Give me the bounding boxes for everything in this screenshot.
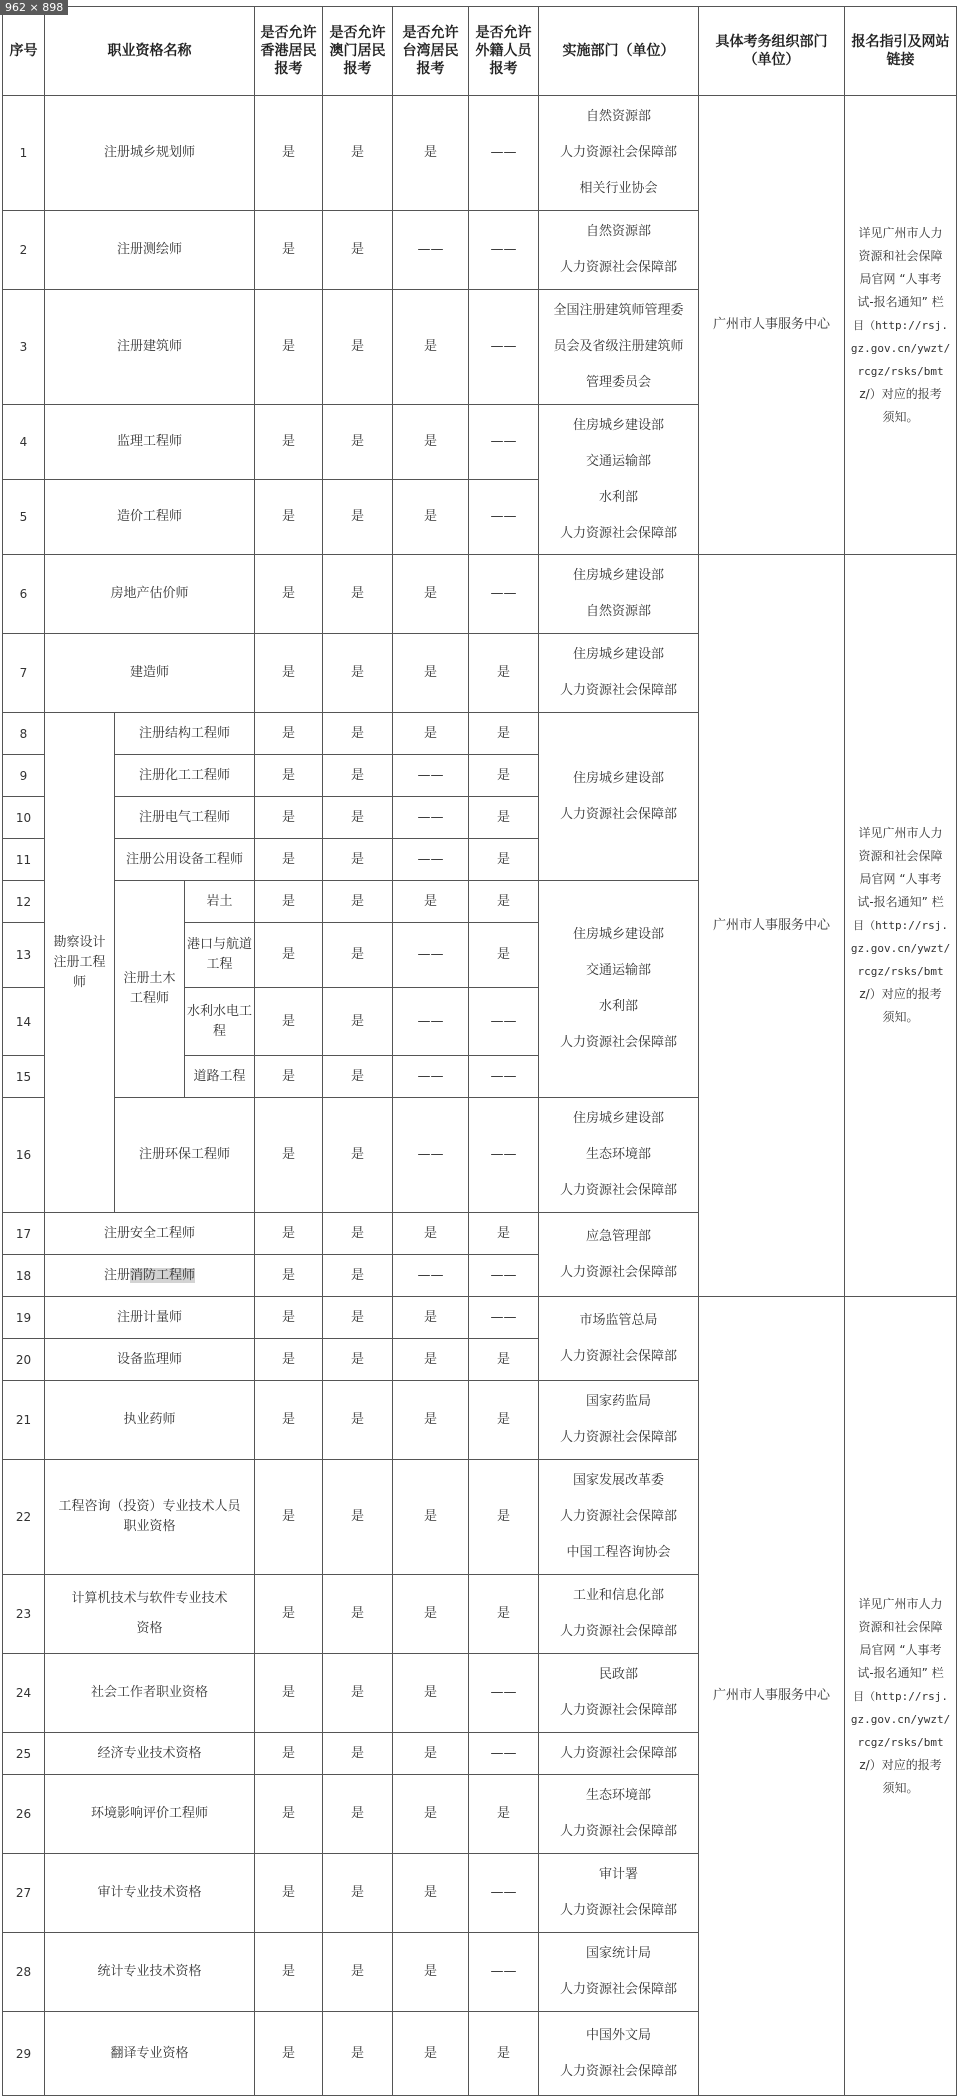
hk-cell: 是 [255, 1933, 323, 2012]
macau-cell: 是 [323, 211, 393, 290]
hk-cell: 是 [255, 713, 323, 755]
table-row [3, 1297, 957, 1339]
taiwan-cell: —— [393, 1098, 469, 1213]
taiwan-cell: 是 [393, 1381, 469, 1460]
org-cell-2: 广州市人事服务中心 [699, 555, 845, 1297]
taiwan-cell: 是 [393, 1933, 469, 2012]
name-cell: 注册安全工程师 [45, 1213, 255, 1255]
header-hk: 是否允许 香港居民 报考 [255, 7, 323, 96]
name-cell: 注册城乡规划师 [45, 96, 255, 211]
seq-cell: 24 [3, 1654, 45, 1733]
macau-cell: 是 [323, 1213, 393, 1255]
macau-cell: 是 [323, 1933, 393, 2012]
macau-cell: 是 [323, 881, 393, 923]
name-cell: 水利水电工程 [185, 988, 255, 1056]
seq-cell: 17 [3, 1213, 45, 1255]
foreign-cell: —— [469, 290, 539, 405]
foreign-cell: —— [469, 211, 539, 290]
hk-cell: 是 [255, 1213, 323, 1255]
hk-cell: 是 [255, 555, 323, 634]
hk-cell: 是 [255, 1733, 323, 1775]
macau-cell: 是 [323, 405, 393, 480]
taiwan-cell: —— [393, 988, 469, 1056]
header-taiwan: 是否允许 台湾居民 报考 [393, 7, 469, 96]
hk-cell: 是 [255, 634, 323, 713]
foreign-cell: 是 [469, 797, 539, 839]
hk-cell: 是 [255, 755, 323, 797]
seq-cell: 9 [3, 755, 45, 797]
name-cell: 执业药师 [45, 1381, 255, 1460]
foreign-cell: 是 [469, 755, 539, 797]
macau-cell: 是 [323, 1575, 393, 1654]
taiwan-cell: 是 [393, 1213, 469, 1255]
name-cell: 审计专业技术资格 [45, 1854, 255, 1933]
name-cell: 环境影响评价工程师 [45, 1775, 255, 1854]
taiwan-cell: 是 [393, 1339, 469, 1381]
macau-cell: 是 [323, 1775, 393, 1854]
header-link: 报名指引及网站 链接 [845, 7, 957, 96]
seq-cell: 13 [3, 923, 45, 988]
macau-cell: 是 [323, 1654, 393, 1733]
macau-cell: 是 [323, 480, 393, 555]
taiwan-cell: 是 [393, 713, 469, 755]
dept-cell: 住房城乡建设部 人力资源社会保障部 [539, 713, 699, 881]
taiwan-cell: 是 [393, 1460, 469, 1575]
seq-cell: 25 [3, 1733, 45, 1775]
org-cell-3: 广州市人事服务中心 [699, 1297, 845, 2096]
dept-cell: 住房城乡建设部 交通运输部 水利部 人力资源社会保障部 [539, 405, 699, 555]
taiwan-cell: 是 [393, 1733, 469, 1775]
foreign-cell: —— [469, 1933, 539, 2012]
taiwan-cell: 是 [393, 1297, 469, 1339]
seq-cell: 7 [3, 634, 45, 713]
foreign-cell: 是 [469, 2012, 539, 2096]
group-survey-design: 勘察设计 注册工程 师 [45, 713, 115, 1213]
foreign-cell: —— [469, 405, 539, 480]
foreign-cell: —— [469, 480, 539, 555]
seq-cell: 1 [3, 96, 45, 211]
macau-cell: 是 [323, 1056, 393, 1098]
hk-cell: 是 [255, 96, 323, 211]
dept-cell: 国家统计局 人力资源社会保障部 [539, 1933, 699, 2012]
dept-cell: 住房城乡建设部 交通运输部 水利部 人力资源社会保障部 [539, 881, 699, 1098]
name-cell: 统计专业技术资格 [45, 1933, 255, 2012]
name-cell: 注册电气工程师 [115, 797, 255, 839]
hk-cell: 是 [255, 211, 323, 290]
seq-cell: 4 [3, 405, 45, 480]
macau-cell: 是 [323, 923, 393, 988]
hk-cell: 是 [255, 1297, 323, 1339]
macau-cell: 是 [323, 1339, 393, 1381]
header-org: 具体考务组织部门 （单位） [699, 7, 845, 96]
group-civil-engineer: 注册土木 工程师 [115, 881, 185, 1098]
name-cell: 道路工程 [185, 1056, 255, 1098]
hk-cell: 是 [255, 1854, 323, 1933]
hk-cell: 是 [255, 405, 323, 480]
hk-cell: 是 [255, 1255, 323, 1297]
taiwan-cell: 是 [393, 1575, 469, 1654]
hk-cell: 是 [255, 1460, 323, 1575]
seq-cell: 3 [3, 290, 45, 405]
seq-cell: 11 [3, 839, 45, 881]
seq-cell: 12 [3, 881, 45, 923]
name-cell: 设备监理师 [45, 1339, 255, 1381]
taiwan-cell: 是 [393, 1775, 469, 1854]
name-cell: 注册公用设备工程师 [115, 839, 255, 881]
foreign-cell: 是 [469, 839, 539, 881]
taiwan-cell: 是 [393, 881, 469, 923]
hk-cell: 是 [255, 1654, 323, 1733]
table-row [3, 555, 957, 634]
foreign-cell: —— [469, 1255, 539, 1297]
name-cell: 监理工程师 [45, 405, 255, 480]
seq-cell: 19 [3, 1297, 45, 1339]
dept-cell: 生态环境部 人力资源社会保障部 [539, 1775, 699, 1854]
name-cell: 经济专业技术资格 [45, 1733, 255, 1775]
dept-cell: 中国外文局 人力资源社会保障部 [539, 2012, 699, 2096]
foreign-cell: 是 [469, 1213, 539, 1255]
macau-cell: 是 [323, 755, 393, 797]
foreign-cell: —— [469, 1056, 539, 1098]
hk-cell: 是 [255, 1775, 323, 1854]
header-name: 职业资格名称 [45, 7, 255, 96]
taiwan-cell: 是 [393, 1654, 469, 1733]
foreign-cell: 是 [469, 1460, 539, 1575]
taiwan-cell: —— [393, 1056, 469, 1098]
highlighted-text: 消防工程师 [130, 1267, 196, 1283]
dept-cell: 民政部 人力资源社会保障部 [539, 1654, 699, 1733]
foreign-cell: —— [469, 555, 539, 634]
foreign-cell: 是 [469, 634, 539, 713]
org-cell-1: 广州市人事服务中心 [699, 96, 845, 555]
macau-cell: 是 [323, 1460, 393, 1575]
macau-cell: 是 [323, 1297, 393, 1339]
seq-cell: 21 [3, 1381, 45, 1460]
taiwan-cell: 是 [393, 405, 469, 480]
foreign-cell: 是 [469, 1339, 539, 1381]
seq-cell: 10 [3, 797, 45, 839]
name-cell: 建造师 [45, 634, 255, 713]
taiwan-cell: —— [393, 211, 469, 290]
name-cell: 岩土 [185, 881, 255, 923]
foreign-cell: —— [469, 1098, 539, 1213]
foreign-cell: —— [469, 1654, 539, 1733]
taiwan-cell: —— [393, 1255, 469, 1297]
name-cell: 注册环保工程师 [115, 1098, 255, 1213]
table-row [3, 96, 957, 211]
macau-cell: 是 [323, 2012, 393, 2096]
seq-cell: 23 [3, 1575, 45, 1654]
header-row [3, 7, 957, 96]
seq-cell: 22 [3, 1460, 45, 1575]
macau-cell: 是 [323, 290, 393, 405]
name-cell: 注册消防工程师 [45, 1255, 255, 1297]
dept-cell: 审计署 人力资源社会保障部 [539, 1854, 699, 1933]
hk-cell: 是 [255, 1098, 323, 1213]
foreign-cell: 是 [469, 1575, 539, 1654]
taiwan-cell: 是 [393, 555, 469, 634]
header-macau: 是否允许 澳门居民 报考 [323, 7, 393, 96]
seq-cell: 26 [3, 1775, 45, 1854]
name-cell: 社会工作者职业资格 [45, 1654, 255, 1733]
taiwan-cell: 是 [393, 634, 469, 713]
hk-cell: 是 [255, 1381, 323, 1460]
hk-cell: 是 [255, 797, 323, 839]
macau-cell: 是 [323, 839, 393, 881]
seq-cell: 15 [3, 1056, 45, 1098]
seq-cell: 29 [3, 2012, 45, 2096]
seq-cell: 28 [3, 1933, 45, 2012]
header-seq: 序号 [3, 7, 45, 96]
macau-cell: 是 [323, 96, 393, 211]
taiwan-cell: 是 [393, 480, 469, 555]
header-dept: 实施部门（单位） [539, 7, 699, 96]
hk-cell: 是 [255, 1575, 323, 1654]
name-cell: 注册建筑师 [45, 290, 255, 405]
taiwan-cell: —— [393, 755, 469, 797]
name-cell: 房地产估价师 [45, 555, 255, 634]
dept-cell: 国家发展改革委 人力资源社会保障部 中国工程咨询协会 [539, 1460, 699, 1575]
seq-cell: 27 [3, 1854, 45, 1933]
macau-cell: 是 [323, 1854, 393, 1933]
seq-cell: 20 [3, 1339, 45, 1381]
foreign-cell: 是 [469, 881, 539, 923]
macau-cell: 是 [323, 1381, 393, 1460]
link-cell-3: 详见广州市人力 资源和社会保障 局官网 “人事考 试-报名通知” 栏 目（http://rsj. gz.gov.cn/ywzt/ rcgz/rsks/bmt z/）对应的报考 须知。 [845, 1297, 957, 2096]
taiwan-cell: —— [393, 923, 469, 988]
foreign-cell: 是 [469, 923, 539, 988]
name-cell: 注册化工工程师 [115, 755, 255, 797]
name-cell: 工程咨询（投资）专业技术人员 职业资格 [45, 1460, 255, 1575]
macau-cell: 是 [323, 797, 393, 839]
dept-cell: 住房城乡建设部 生态环境部 人力资源社会保障部 [539, 1098, 699, 1213]
seq-cell: 2 [3, 211, 45, 290]
dept-cell: 国家药监局 人力资源社会保障部 [539, 1381, 699, 1460]
macau-cell: 是 [323, 988, 393, 1056]
foreign-cell: —— [469, 1733, 539, 1775]
hk-cell: 是 [255, 2012, 323, 2096]
taiwan-cell: 是 [393, 290, 469, 405]
macau-cell: 是 [323, 555, 393, 634]
name-cell: 注册测绘师 [45, 211, 255, 290]
foreign-cell: 是 [469, 1775, 539, 1854]
name-cell: 港口与航道工程 [185, 923, 255, 988]
seq-cell: 6 [3, 555, 45, 634]
seq-cell: 18 [3, 1255, 45, 1297]
name-cell: 计算机技术与软件专业技术 资格 [45, 1575, 255, 1654]
dept-cell: 工业和信息化部 人力资源社会保障部 [539, 1575, 699, 1654]
hk-cell: 是 [255, 988, 323, 1056]
macau-cell: 是 [323, 1098, 393, 1213]
dept-cell: 住房城乡建设部 自然资源部 [539, 555, 699, 634]
macau-cell: 是 [323, 1733, 393, 1775]
foreign-cell: 是 [469, 713, 539, 755]
hk-cell: 是 [255, 1339, 323, 1381]
dept-cell: 人力资源社会保障部 [539, 1733, 699, 1775]
taiwan-cell: —— [393, 797, 469, 839]
foreign-cell: —— [469, 988, 539, 1056]
name-cell: 注册计量师 [45, 1297, 255, 1339]
seq-cell: 16 [3, 1098, 45, 1213]
name-cell: 注册结构工程师 [115, 713, 255, 755]
foreign-cell: —— [469, 1297, 539, 1339]
qualification-table [2, 6, 957, 2096]
taiwan-cell: 是 [393, 1854, 469, 1933]
link-cell-1: 详见广州市人力 资源和社会保障 局官网 “人事考 试-报名通知” 栏 目（http://rsj. gz.gov.cn/ywzt/ rcgz/rsks/bmt z/）对应的报考 须知。 [845, 96, 957, 555]
dept-cell: 全国注册建筑师管理委 员会及省级注册建筑师 管理委员会 [539, 290, 699, 405]
seq-cell: 5 [3, 480, 45, 555]
hk-cell: 是 [255, 923, 323, 988]
hk-cell: 是 [255, 480, 323, 555]
link-cell-2: 详见广州市人力 资源和社会保障 局官网 “人事考 试-报名通知” 栏 目（http://rsj. gz.gov.cn/ywzt/ rcgz/rsks/bmt z/）对应的报考 须知。 [845, 555, 957, 1297]
header-foreign: 是否允许 外籍人员 报考 [469, 7, 539, 96]
hk-cell: 是 [255, 1056, 323, 1098]
dept-cell: 自然资源部 人力资源社会保障部 相关行业协会 [539, 96, 699, 211]
foreign-cell: 是 [469, 1381, 539, 1460]
name-cell: 造价工程师 [45, 480, 255, 555]
dept-cell: 自然资源部 人力资源社会保障部 [539, 211, 699, 290]
hk-cell: 是 [255, 881, 323, 923]
dept-cell: 住房城乡建设部 人力资源社会保障部 [539, 634, 699, 713]
hk-cell: 是 [255, 290, 323, 405]
macau-cell: 是 [323, 713, 393, 755]
image-size-badge: 962 × 898 [0, 0, 68, 15]
taiwan-cell: —— [393, 839, 469, 881]
seq-cell: 8 [3, 713, 45, 755]
foreign-cell: —— [469, 1854, 539, 1933]
name-cell: 翻译专业资格 [45, 2012, 255, 2096]
foreign-cell: —— [469, 96, 539, 211]
macau-cell: 是 [323, 634, 393, 713]
taiwan-cell: 是 [393, 96, 469, 211]
macau-cell: 是 [323, 1255, 393, 1297]
taiwan-cell: 是 [393, 2012, 469, 2096]
hk-cell: 是 [255, 839, 323, 881]
dept-cell: 市场监管总局 人力资源社会保障部 [539, 1297, 699, 1381]
seq-cell: 14 [3, 988, 45, 1056]
dept-cell: 应急管理部 人力资源社会保障部 [539, 1213, 699, 1297]
